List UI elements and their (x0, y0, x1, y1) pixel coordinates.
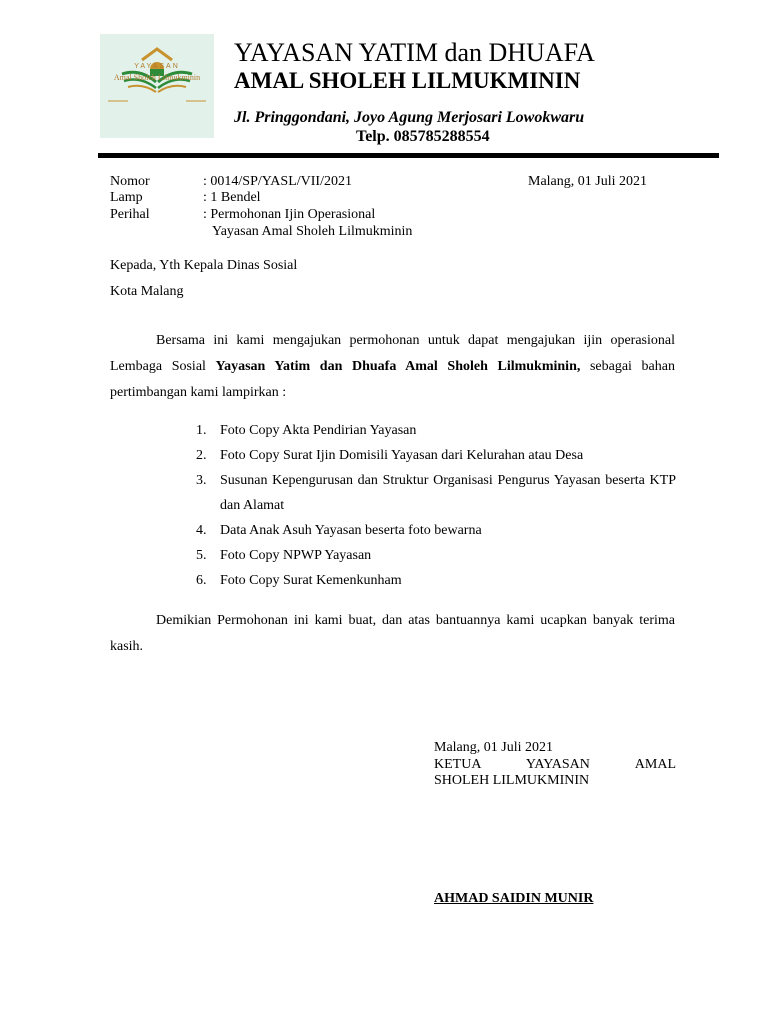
closing-paragraph: Demikian Permohonan ini kami buat, dan atas bantuannya kami ucapkan banyak terima kasih. (110, 613, 675, 654)
intro-org-name: Yayasan Yatim dan Dhuafa Amal Sholeh Lilmukminin, (215, 359, 581, 374)
list-item-number: 3. (196, 473, 207, 488)
list-item-number: 5. (196, 548, 207, 563)
list-item (196, 543, 676, 568)
perihal-value-line2: Yayasan Amal Sholeh Lilmukminin (212, 224, 413, 239)
list-item (196, 568, 676, 593)
list-item-number: 4. (196, 523, 207, 538)
recipient-line1: Kepada, Yth Kepala Dinas Sosial (110, 258, 298, 273)
signature-title-line1: KETUA YAYASAN AMAL (434, 757, 676, 772)
intro-text-before: Bersama ini kami mengajukan permohonan untuk dapat mengajukan ijin operasional Lembaga Sosial (110, 333, 675, 374)
list-item (196, 468, 676, 518)
organization-address: Jl. Pringgondani, Joyo Agung Merjosari Lowokwaru (234, 109, 585, 126)
list-item-text: Foto Copy Surat Ijin Domisili Yayasan dari Kelurahan atau Desa (220, 448, 584, 463)
logo-name: Amal Sholeh Lilmukminin (113, 73, 201, 82)
attachment-list (196, 418, 676, 593)
signature-date: Malang, 01 Juli 2021 (434, 740, 553, 755)
organization-name-line2: AMAL SHOLEH LILMUKMININ (234, 68, 581, 93)
list-item (196, 443, 676, 468)
list-item-text: Foto Copy Surat Kemenkunham (220, 573, 402, 588)
list-item-text: Foto Copy NPWP Yayasan (220, 548, 372, 563)
nomor-label: Nomor (110, 174, 150, 189)
list-item-text: Foto Copy Akta Pendirian Yayasan (220, 423, 417, 438)
list-item-text: Susunan Kepengurusan dan Struktur Organisasi Pengurus Yayasan beserta KTP dan Alamat (220, 473, 676, 513)
intro-text-after: sebagai bahan pertimbangan kami lampirkan : (110, 359, 675, 400)
organization-name-line1: YAYASAN YATIM dan DHUAFA (234, 38, 595, 67)
signer-name: AHMAD SAIDIN MUNIR (434, 891, 594, 906)
list-item (196, 518, 676, 543)
perihal-value-line1: : Permohonan Ijin Operasional (203, 207, 376, 222)
list-item-number: 6. (196, 573, 207, 588)
lamp-value: : 1 Bendel (203, 190, 261, 205)
signature-title-line2: SHOLEH LILMUKMININ (434, 773, 590, 788)
list-item-text: Data Anak Asuh Yayasan beserta foto bewarna (220, 523, 482, 538)
organization-phone: Telp. 085785288554 (356, 128, 490, 145)
list-item-number: 2. (196, 448, 207, 463)
letterhead-divider (98, 153, 719, 158)
list-item (196, 418, 676, 443)
nomor-value: : 0014/SP/YASL/VII/2021 (203, 174, 352, 189)
recipient-line2: Kota Malang (110, 284, 184, 299)
lamp-label: Lamp (110, 190, 143, 205)
perihal-label: Perihal (110, 207, 150, 222)
logo-word: YAYASAN (134, 63, 180, 70)
intro-paragraph (110, 328, 675, 406)
logo-emblem-icon (100, 34, 214, 138)
letter-date: Malang, 01 Juli 2021 (528, 174, 647, 189)
organization-logo (100, 34, 214, 138)
list-item-number: 1. (196, 423, 207, 438)
